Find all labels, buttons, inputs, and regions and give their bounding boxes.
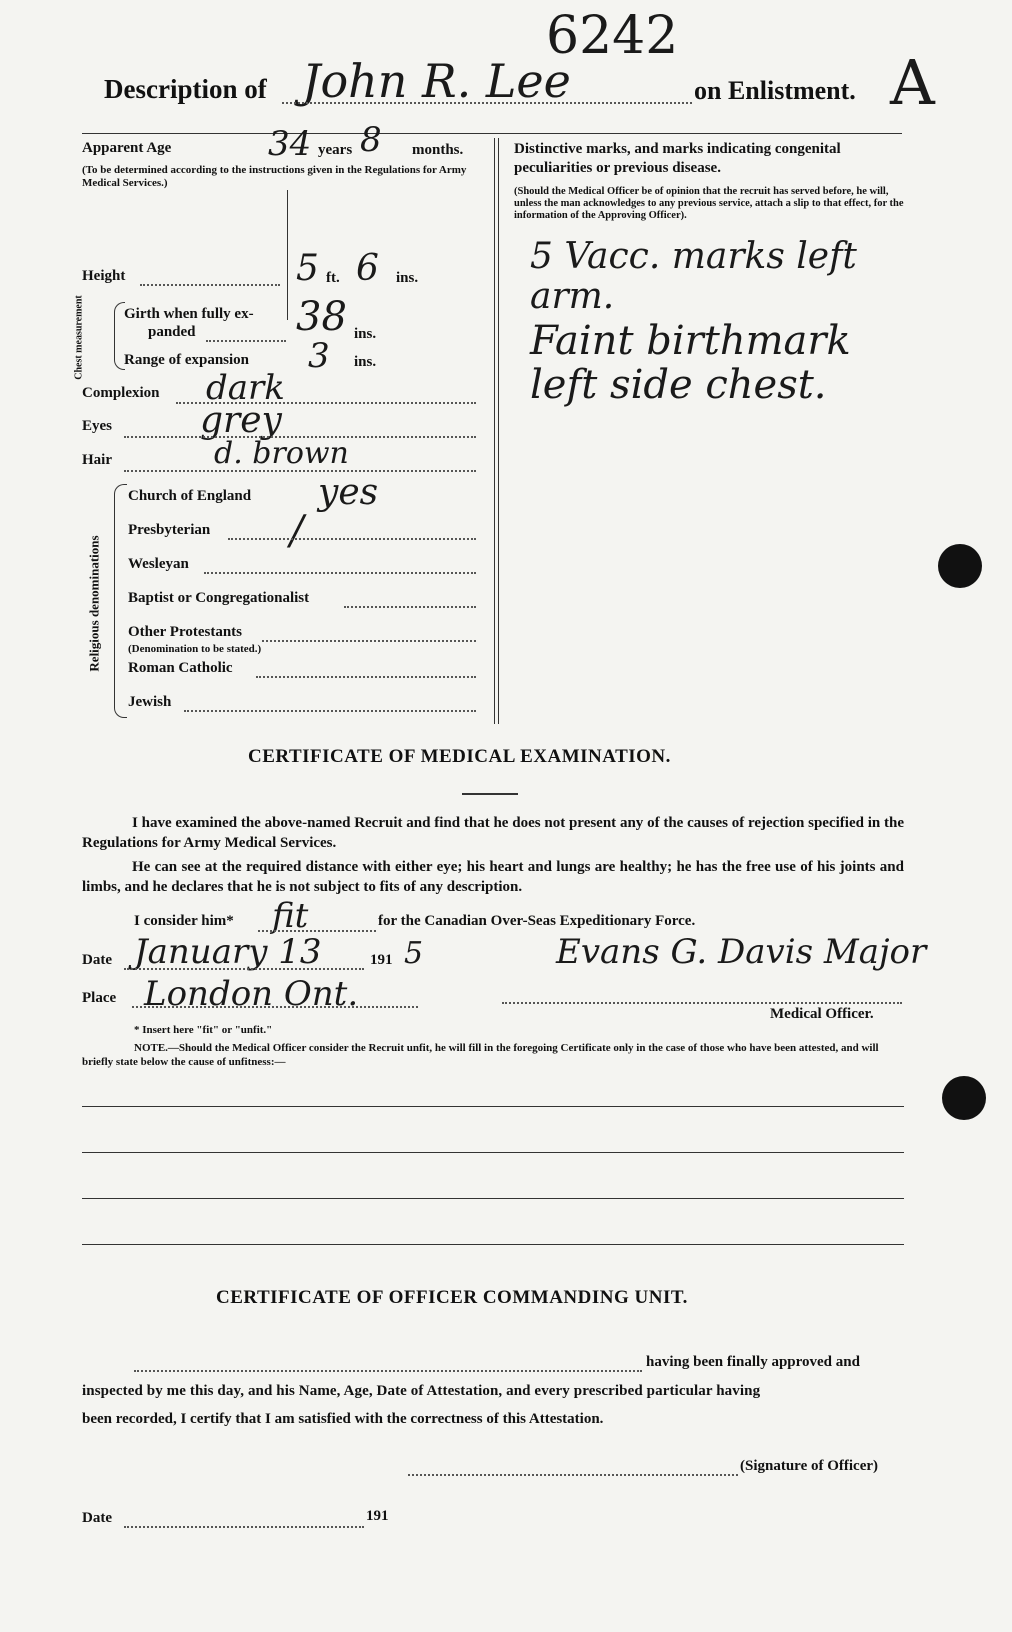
- commanding-line-1: having been finally approved and: [646, 1354, 860, 1370]
- range-label: Range of expansion: [124, 352, 250, 368]
- insert-note: * Insert here "fit" or "unfit.": [134, 1024, 273, 1036]
- unfitness-line-2: [82, 1152, 904, 1153]
- hair-value: d. brown: [214, 436, 349, 471]
- height-feet-value: 5: [296, 248, 319, 289]
- girth-label: Girth when fully ex-: [124, 306, 254, 322]
- unfitness-line-1: [82, 1106, 904, 1107]
- range-value: 3: [308, 336, 330, 376]
- jewish-dotted-line: [184, 710, 476, 712]
- medical-officer-label: Medical Officer.: [770, 1006, 874, 1022]
- medical-title-rule: [462, 793, 518, 795]
- left-field-divider: [287, 190, 288, 320]
- consider-prefix: I consider him*: [134, 913, 234, 929]
- commanding-date-dotted-line: [124, 1526, 364, 1528]
- baptist-label: Baptist or Congregationalist: [128, 590, 310, 606]
- other-protestants-label: Other Protestants: [128, 624, 243, 640]
- age-years-value: 34: [268, 124, 312, 164]
- girth-value: 38: [296, 294, 347, 340]
- girth-label-continued: panded: [148, 324, 196, 340]
- presbyterian-dotted-line: [228, 538, 476, 540]
- range-ins-label: ins.: [354, 354, 377, 370]
- age-note: (To be determined according to the instructions given in the Regulations for Army Medical Services.): [82, 164, 467, 189]
- height-inches-value: 6: [356, 248, 379, 289]
- roman-catholic-label: Roman Catholic: [128, 660, 233, 676]
- eyes-value: grey: [200, 400, 282, 441]
- medical-officer-signature: Evans G. Davis Major: [556, 932, 927, 972]
- ft-label: ft.: [326, 270, 340, 286]
- unfit-note: NOTE.—Should the Medical Officer consider the Recruit unfit, he will fill in the foregoing Certificate only in the case of those who have been attested, and will briefly state below the cause of unfitness:—: [82, 1042, 879, 1068]
- age-months-value: 8: [360, 120, 382, 160]
- height-ins-label: ins.: [396, 270, 419, 286]
- medical-date-value: January 13: [134, 932, 322, 972]
- place-value: London Ont.: [144, 974, 359, 1014]
- height-label: Height: [82, 268, 126, 284]
- baptist-dotted-line: [344, 606, 476, 608]
- medical-year-prefix: 191: [370, 952, 393, 968]
- distinctive-marks-note: (Should the Medical Officer be of opinion that the recruit has served before, he will, unless the man acknowledges to any previous service, attach a slip to that effect, for the information of the Approving Officer).: [514, 186, 904, 221]
- signature-dotted-line: [502, 1002, 902, 1004]
- presbyterian-label: Presbyterian: [128, 522, 211, 538]
- commanding-date-label: Date: [82, 1510, 112, 1526]
- place-label: Place: [82, 990, 117, 1006]
- commanding-line-3: been recorded, I certify that I am satisfied with the correctness of this Attestation.: [82, 1411, 604, 1427]
- commanding-line-2: inspected by me this day, and his Name, Age, Date of Attestation, and every prescribed particular having: [82, 1383, 761, 1399]
- jewish-label: Jewish: [128, 694, 172, 710]
- form-number: 6242: [546, 6, 679, 66]
- complexion-value: dark: [206, 368, 285, 408]
- unfitness-line-3: [82, 1198, 904, 1199]
- commanding-signature-dotted-line: [408, 1474, 738, 1476]
- girth-dotted-line: [206, 340, 286, 342]
- medical-date-label: Date: [82, 952, 112, 968]
- description-suffix: on Enlistment.: [694, 76, 856, 105]
- consider-suffix: for the Canadian Over-Seas Expeditionary Force.: [378, 913, 696, 929]
- height-dotted-line: [140, 284, 280, 286]
- girth-ins-label: ins.: [354, 326, 377, 342]
- other-protestants-dotted-line: [262, 640, 476, 642]
- marks-line-2: arm.: [530, 276, 615, 317]
- months-label: months.: [412, 142, 464, 158]
- wesleyan-dotted-line: [204, 572, 476, 574]
- unfitness-line-4: [82, 1244, 904, 1245]
- age-label: Apparent Age: [82, 140, 172, 156]
- marks-line-1: 5 Vacc. marks left: [530, 236, 857, 277]
- church-of-england-value: yes: [318, 472, 379, 513]
- marks-line-4: left side chest.: [530, 362, 827, 408]
- years-label: years: [318, 142, 353, 158]
- eyes-label: Eyes: [82, 418, 112, 434]
- name-dotted-line: [282, 102, 692, 104]
- medical-year-digit: 5: [404, 936, 424, 971]
- column-divider-inner: [498, 138, 499, 724]
- distinctive-marks-heading: Distinctive marks, and marks indicating congenital peculiarities or previous disease.: [514, 141, 841, 176]
- binder-hole-lower: [942, 1076, 986, 1120]
- ditto-stroke: /: [290, 508, 304, 554]
- commanding-signature-label: (Signature of Officer): [740, 1458, 879, 1474]
- religion-brace: [114, 484, 127, 718]
- complexion-label: Complexion: [82, 385, 160, 401]
- religion-side-label: Religious denominations: [86, 535, 102, 672]
- medical-certificate-title: CERTIFICATE OF MEDICAL EXAMINATION.: [248, 746, 671, 767]
- commanding-certificate-title: CERTIFICATE OF OFFICER COMMANDING UNIT.: [216, 1287, 688, 1308]
- place-dotted-line: [132, 1006, 418, 1008]
- top-rule: [82, 133, 902, 134]
- binder-hole-upper: [938, 544, 982, 588]
- wesleyan-label: Wesleyan: [128, 556, 189, 572]
- recruit-name: John R. Lee: [302, 54, 571, 108]
- marks-line-3: Faint birthmark: [530, 318, 851, 364]
- commanding-name-dotted-line: [134, 1370, 642, 1372]
- commanding-year-prefix: 191: [366, 1508, 389, 1524]
- fitness-value: fit: [272, 896, 309, 936]
- hair-label: Hair: [82, 452, 112, 468]
- class-mark: A: [890, 46, 935, 119]
- roman-catholic-dotted-line: [256, 676, 476, 678]
- medical-paragraph-1: I have examined the above-named Recruit and find that he does not present any of the causes of rejection specified in the Regulations for Army Medical Services.: [82, 815, 904, 851]
- medical-date-dotted-line: [124, 968, 364, 970]
- other-protestants-note: (Denomination to be stated.): [128, 643, 262, 655]
- column-divider: [494, 138, 495, 724]
- chest-side-label: Chest measurement: [73, 295, 85, 380]
- description-prefix: Description of: [104, 74, 267, 104]
- medical-paragraph-2: He can see at the required distance with either eye; his heart and lungs are healthy; he has the free use of his joints and limbs, and he declares that he is not subject to fits of any description.: [82, 859, 904, 895]
- hair-dotted-line: [124, 470, 476, 472]
- church-of-england-label: Church of England: [128, 488, 252, 504]
